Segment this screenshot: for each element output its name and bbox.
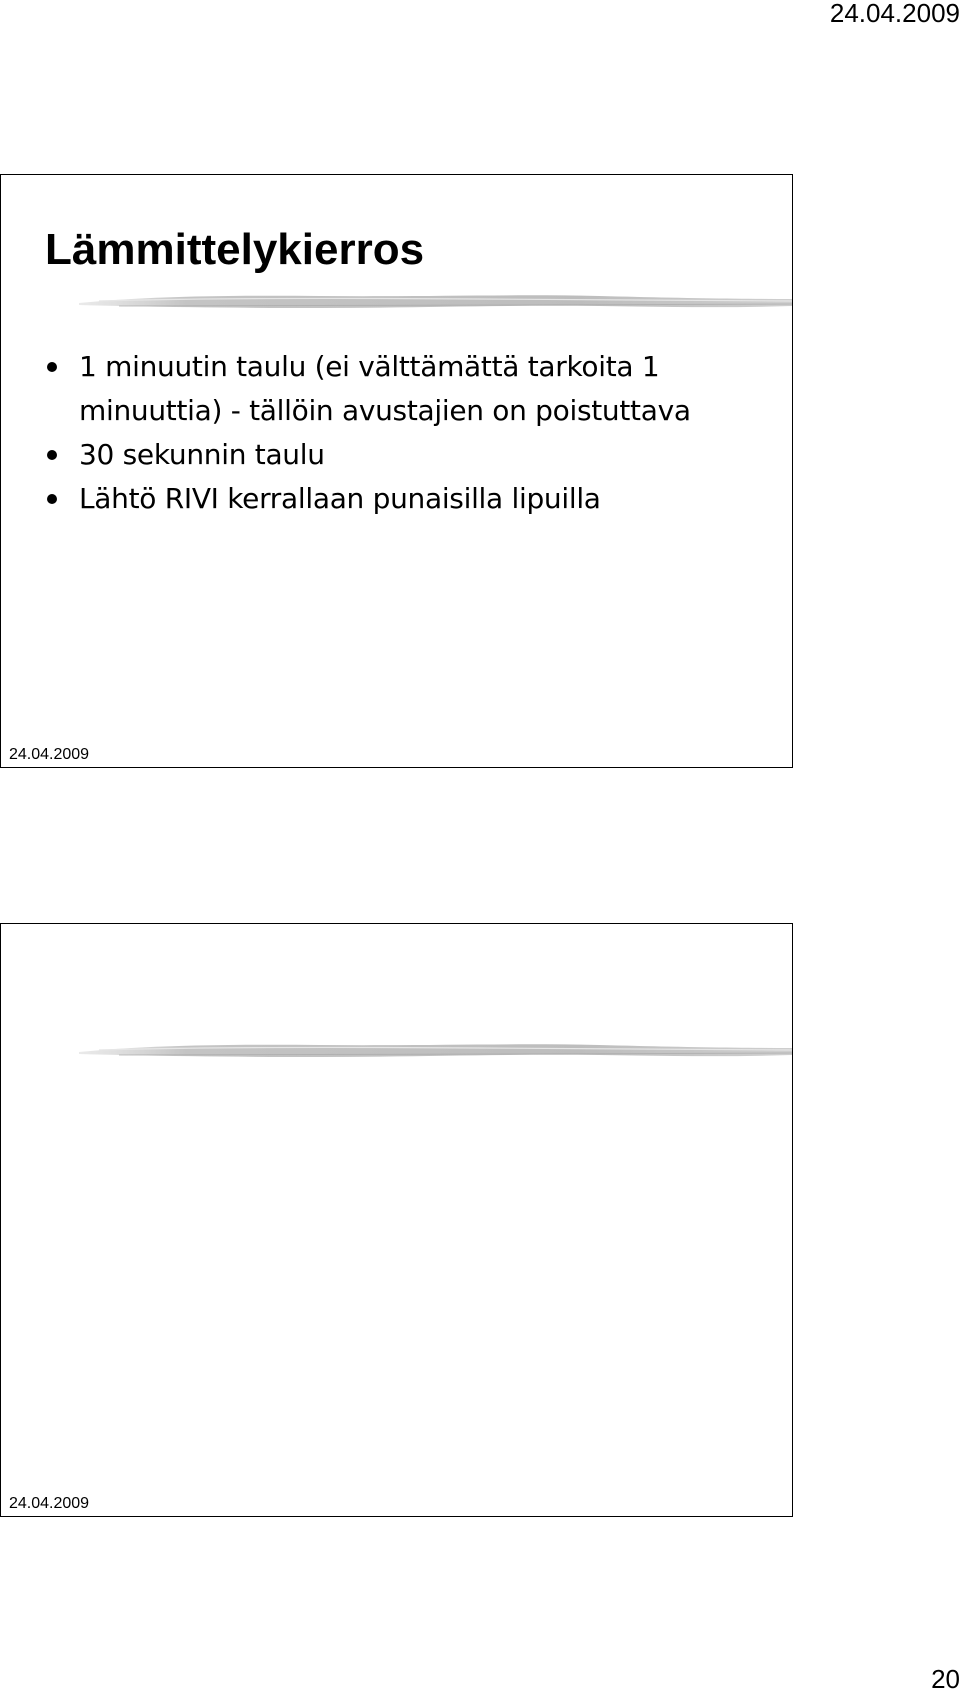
bullet-icon [47,494,57,504]
slide-2 [0,923,793,1517]
list-item [45,345,775,433]
bullet-list [45,345,775,521]
slide-footer-date: 24.04.2009 [9,1495,90,1512]
slide-1 [0,174,793,768]
list-item [45,477,775,521]
slide-footer-date: 24.04.2009 [9,746,90,763]
list-item [45,433,775,477]
bullet-text: 1 minuutin taulu (ei välttämättä tarkoita 1 minuuttia) - tällöin avustajien on poistuttava [79,350,691,427]
brush-stroke-divider [79,289,793,315]
bullet-icon [47,362,57,372]
bullet-text: Lähtö RIVI kerrallaan punaisilla lipuilla [79,482,601,515]
slide-title: Lämmittelykierros [45,225,425,274]
page-number: 20 [931,1664,960,1694]
bullet-text: 30 sekunnin taulu [79,438,325,471]
page-header-date: 24.04.2009 [829,0,960,28]
brush-stroke-divider [79,1038,793,1064]
bullet-icon [47,450,57,460]
